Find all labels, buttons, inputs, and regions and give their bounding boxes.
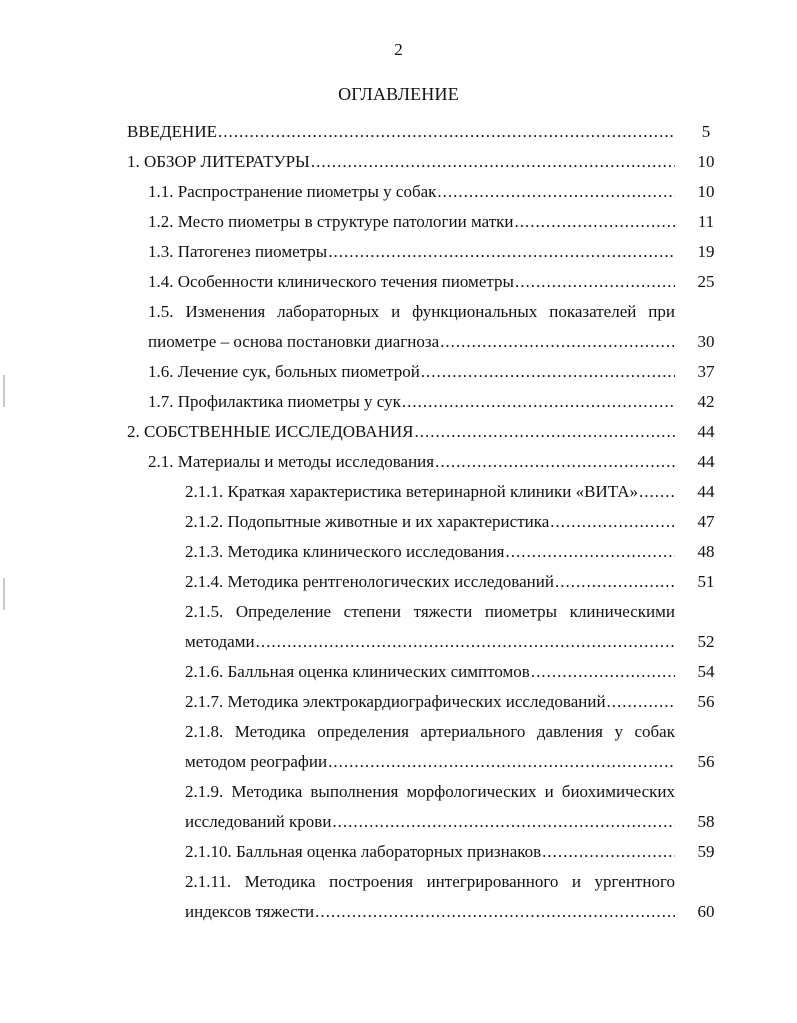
dot-leader xyxy=(332,812,675,832)
toc-entry-2-1-9-line2 xyxy=(185,812,675,834)
toc-entry-1-5-line2 xyxy=(148,332,675,354)
toc-entry-chapter-1 xyxy=(127,152,675,174)
toc-page-number: 44 xyxy=(697,452,715,471)
toc-page-number: 56 xyxy=(697,692,715,711)
toc-entry-2-1-5-line2 xyxy=(185,632,675,654)
toc-entry-1-4 xyxy=(148,272,675,294)
toc-entry-title: 2.1.3. Методика клинического исследования xyxy=(185,542,505,561)
toc-entry-2-1-3 xyxy=(185,542,675,564)
toc-entry-title: 2.1.10. Балльная оценка лабораторных признаков xyxy=(185,842,542,861)
toc-page-number: 19 xyxy=(697,242,715,261)
toc-page-number: 42 xyxy=(697,392,715,411)
toc-entry-1-1 xyxy=(148,182,675,204)
toc-page-number: 60 xyxy=(697,902,715,921)
dot-leader xyxy=(639,482,675,502)
toc-entry-2-1-10 xyxy=(185,842,675,864)
dot-leader xyxy=(315,902,675,922)
dot-leader xyxy=(506,542,676,562)
toc-page-number: 30 xyxy=(697,332,715,351)
toc-heading: ОГЛАВЛЕНИЕ xyxy=(338,84,459,104)
dot-leader xyxy=(435,452,675,472)
toc-entry-2-1-8-line1: 2.1.8. Методика определения артериального давления у собак xyxy=(185,722,675,741)
dot-leader xyxy=(607,692,675,712)
toc-entry-2-1-6 xyxy=(185,662,675,684)
toc-entry-title: 2.1.7. Методика электрокардиографических исследований xyxy=(185,692,606,711)
toc-entry-chapter-2 xyxy=(127,422,675,444)
toc-page-number: 37 xyxy=(697,362,715,381)
toc-entry-2-1-7 xyxy=(185,692,675,714)
toc-entry-title: 2.1.6. Балльная оценка клинических симптомов xyxy=(185,662,530,681)
toc-entry-2-1-1 xyxy=(185,482,675,504)
toc-page-number: 54 xyxy=(697,662,715,681)
toc-entry-1-6 xyxy=(148,362,675,384)
toc-entry-title: 1.6. Лечение сук, больных пиометрой xyxy=(148,362,420,381)
toc-entry-title: 1.2. Место пиометры в структуре патологии матки xyxy=(148,212,514,231)
dot-leader xyxy=(514,212,675,232)
dot-leader xyxy=(531,662,675,682)
dot-leader xyxy=(328,752,675,772)
toc-page-number: 44 xyxy=(697,482,715,501)
toc-page-number: 44 xyxy=(697,422,715,441)
toc-page-number: 11 xyxy=(697,212,715,231)
dot-leader xyxy=(218,122,675,142)
toc-entry-title: 1.3. Патогенез пиометры xyxy=(148,242,328,261)
left-edge-mark xyxy=(3,578,5,610)
toc-page-number: 25 xyxy=(697,272,715,291)
toc-entry-title: 2.1.4. Методика рентгенологических исследований xyxy=(185,572,554,591)
toc-entry-2-1-2 xyxy=(185,512,675,534)
toc-entry-1-3 xyxy=(148,242,675,264)
dot-leader xyxy=(440,332,675,352)
toc-entry-2-1-4 xyxy=(185,572,675,594)
toc-page-number: 58 xyxy=(697,812,715,831)
dot-leader xyxy=(550,512,675,532)
dot-leader xyxy=(421,362,675,382)
toc-entry-1-2 xyxy=(148,212,675,234)
toc-page-number: 10 xyxy=(697,182,715,201)
toc-page-number: 51 xyxy=(697,572,715,591)
toc-entry-title: 1. ОБЗОР ЛИТЕРАТУРЫ xyxy=(127,152,310,171)
dot-leader xyxy=(437,182,675,202)
toc-entry-title: 1.4. Особенности клинического течения пиометры xyxy=(148,272,514,291)
toc-page-number: 10 xyxy=(697,152,715,171)
dot-leader xyxy=(311,152,675,172)
toc-entry-2-1-9-line1: 2.1.9. Методика выполнения морфологических и биохимических xyxy=(185,782,675,801)
toc-page-number: 52 xyxy=(697,632,715,651)
toc-entry-introduction xyxy=(127,122,675,144)
toc-entry-title: пиометре – основа постановки диагноза xyxy=(148,332,440,351)
dot-leader xyxy=(414,422,675,442)
toc-entry-title: индексов тяжести xyxy=(185,902,315,921)
dot-leader xyxy=(542,842,675,862)
toc-entry-2-1-11-line2 xyxy=(185,902,675,924)
toc-entry-title: 2. СОБСТВЕННЫЕ ИССЛЕДОВАНИЯ xyxy=(127,422,414,441)
toc-page-number: 5 xyxy=(701,122,711,141)
toc-page-number: 47 xyxy=(697,512,715,531)
toc-entry-title: 1.1. Распространение пиометры у собак xyxy=(148,182,437,201)
toc-page-number: 56 xyxy=(697,752,715,771)
toc-entry-title: исследований крови xyxy=(185,812,332,831)
dot-leader xyxy=(256,632,675,652)
toc-entry-title: методом реографии xyxy=(185,752,328,771)
dot-leader xyxy=(515,272,675,292)
dot-leader xyxy=(328,242,675,262)
toc-page-number: 48 xyxy=(697,542,715,561)
toc-entry-2-1-11-line1: 2.1.11. Методика построения интегрированного и ургентного xyxy=(185,872,675,891)
toc-entry-2-1 xyxy=(148,452,675,474)
page-number: 2 xyxy=(394,40,403,59)
toc-entry-title: 2.1. Материалы и методы исследования xyxy=(148,452,435,471)
toc-entry-title: 1.7. Профилактика пиометры у сук xyxy=(148,392,401,411)
toc-entry-2-1-8-line2 xyxy=(185,752,675,774)
toc-entry-1-5-line1: 1.5. Изменения лабораторных и функциональных показателей при xyxy=(148,302,675,321)
toc-page-number: 59 xyxy=(697,842,715,861)
dot-leader xyxy=(402,392,675,412)
toc-entry-title: методами xyxy=(185,632,255,651)
toc-entry-1-7 xyxy=(148,392,675,414)
toc-entry-title: 2.1.1. Краткая характеристика ветеринарной клиники «ВИТА» xyxy=(185,482,639,501)
toc-entry-title: 2.1.2. Подопытные животные и их характеристика xyxy=(185,512,550,531)
toc-entry-2-1-5-line1: 2.1.5. Определение степени тяжести пиометры клиническими xyxy=(185,602,675,621)
toc-entry-title: ВВЕДЕНИЕ xyxy=(127,122,217,141)
left-edge-mark xyxy=(3,375,5,407)
dot-leader xyxy=(555,572,675,592)
